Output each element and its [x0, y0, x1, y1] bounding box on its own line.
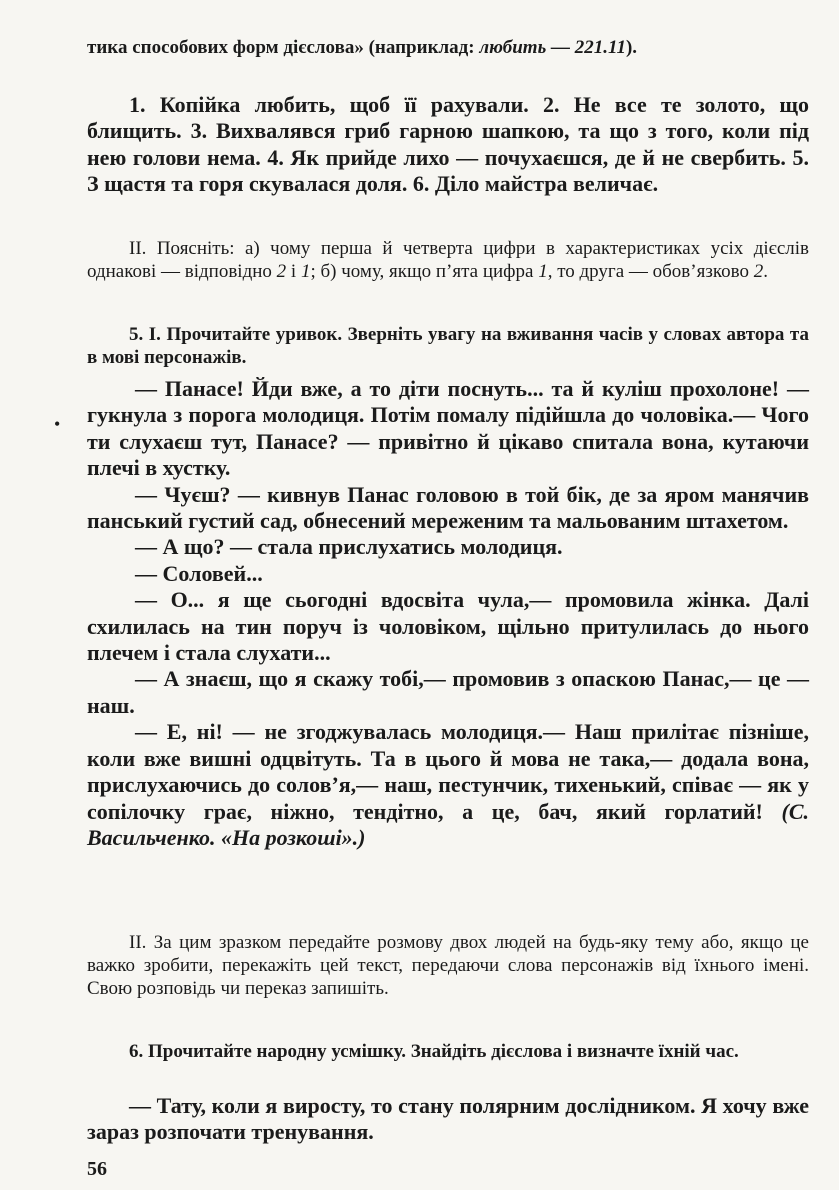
- task6-header: 6. Прочитайте народну усмішку. Знайдіть дієслова і визначте їхній час.: [129, 1041, 739, 1062]
- intro-example: любить — 221.11: [479, 37, 626, 58]
- dialogue-excerpt: [87, 376, 809, 851]
- margin-mark: •: [54, 414, 61, 434]
- proverbs-paragraph: 1. Копійка любить, щоб її рахували. 2. Не все те золото, що блищить. 3. Вихвалявся гриб гарною шапкою, та що з того, коли під нею голови нема. 4. Як прийде лихо — почухаєшся, де й не свербить. 5. З щастя та горя скувалася доля. 6. Діло майстра величає.: [87, 92, 809, 197]
- task4-part2: II. Поясніть: а) чому перша й четверта цифри в характеристиках усіх дієслів однакові — відповідно 2 і 1; б) чому, якщо п’ята цифра 1, то друга — обов’язково 2.: [87, 238, 809, 282]
- dialogue-line: — О... я ще сьогодні вдосвіта чула,— промовила жінка. Далі схилилась на тин поруч із чоловіком, щільно притулилась до нього плечем і стала слухати...: [87, 587, 809, 666]
- joke-paragraph: — Тату, коли я виросту, то стану полярним дослідником. Я хочу вже зараз розпочати тренування.: [87, 1093, 809, 1145]
- task5-header: 5. I. Прочитайте уривок. Зверніть увагу на вживання часів у словах автора та в мові персонажів.: [87, 324, 809, 368]
- dialogue-line: — Е, ні! — не згоджувалась молодиця.— Наш прилітає пізніше, коли вже вишні одцвітуть. Та в цього й мова не така,— додала вона, прислухаючись до солов’я,— наш, пестунчик, тихенький, співає — як у сопілочку грає, ніжно, тендітно, а це, бач, який горлатий! (С. Васильченко. «На розкоші».): [87, 719, 809, 850]
- citation: (С. Васильченко. «На розкоші».): [87, 798, 809, 850]
- dialogue-line: — Панасе! Йди вже, а то діти поснуть... та й куліш прохолоне! — гукнула з порога молодиця. Потім помалу підійшла до чоловіка.— Чого ти слухаєш тут, Панасе? — привітно й цікаво спитала вона, кутаючи плечі в хустку.: [87, 376, 809, 481]
- page-number: 56: [87, 1158, 107, 1180]
- dialogue-line: — А знаєш, що я скажу тобі,— промовив з опаскою Панас,— це — наш.: [87, 666, 809, 718]
- task5-part2: II. За цим зразком передайте розмову двох людей на будь-яку тему або, якщо це важко зробити, перекажіть цей текст, передаючи слова персонажів від їхнього імені. Свою розповідь чи переказ запишіть.: [87, 932, 809, 999]
- dialogue-line: — А що? — стала прислухатись молодиця.: [135, 534, 563, 560]
- dialogue-line: — Чуєш? — кивнув Панас головою в той бік, де за яром манячив панський густий сад, обнесений мереженим та мальованим штахетом.: [87, 481, 809, 534]
- intro-text: тика способових форм дієслова» (наприклад: любить — 221.11).: [87, 37, 638, 58]
- dialogue-line: — Соловей...: [135, 560, 263, 586]
